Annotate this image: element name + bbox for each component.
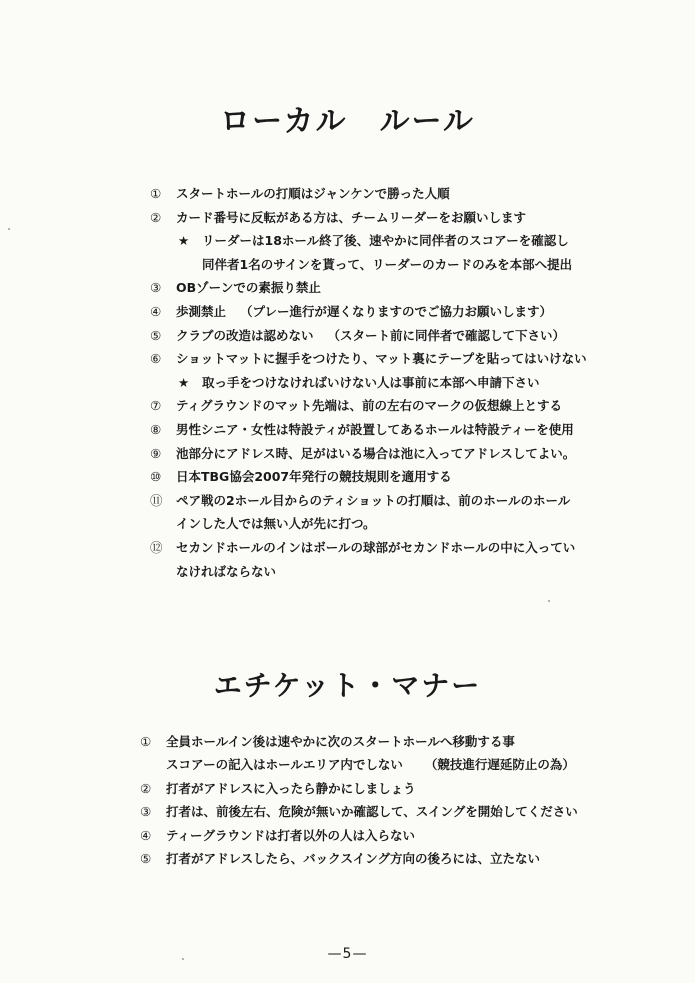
item-number: ⑫ (150, 539, 163, 555)
item-text: OBゾーンでの素振り禁止 (176, 280, 321, 296)
local-rules-title: ローカル ルール (220, 104, 475, 139)
item-text: スタートホールの打順はジャンケンで勝った人順 (176, 186, 450, 201)
local-rules-list (150, 182, 670, 583)
star-icon: ★ (178, 233, 190, 249)
item-number: ⑥ (150, 351, 162, 367)
item-number: ③ (140, 804, 152, 820)
item-number: ⑪ (150, 492, 163, 508)
star-icon: ★ (178, 374, 190, 390)
item-note: （プレー進行が遅くなりますのでご協力お願いします） (240, 303, 553, 319)
item-number: ③ (150, 280, 162, 296)
item-number: ⑧ (150, 421, 162, 437)
item-number: ④ (140, 827, 152, 843)
list-item (150, 300, 670, 324)
list-item (150, 276, 670, 300)
item-text: ペア戦の2ホール目からのティショットの打順は、前のホールのホール (176, 492, 571, 508)
sub-item-text: 同伴者1名のサインを貰って、リーダーのカードのみを本部へ提出 (202, 256, 573, 272)
list-item (150, 394, 670, 418)
item-text: 打者がアドレスしたら、バックスイング方向の後ろには、立たない (166, 851, 541, 867)
item-text: ティグラウンドのマット先端は、前の左右のマークの仮想線上とする (176, 398, 563, 414)
list-item (140, 730, 670, 777)
item-text: 日本TBG協会2007年発行の競技規則を適用する (176, 469, 452, 485)
item-text: 打者は、前後左右、危険が無いか確認して、スイングを開始してください (166, 804, 578, 820)
item-text: 歩測禁止 （プレー進行が遅くなりますのでご協力お願いします） (176, 303, 553, 319)
item-number: ① (140, 734, 152, 749)
item-text: ティーグラウンドは打者以外の人は入らない (166, 827, 416, 843)
item-number: ⑤ (140, 851, 152, 867)
scan-speck (548, 600, 550, 602)
item-text: セカンドホールのインはボールの球部がセカンドホールの中に入ってい (176, 539, 576, 555)
list-item (150, 418, 670, 442)
item-text: カード番号に反転がある方は、チームリーダーをお願いします (176, 209, 527, 225)
sub-item-text: ★ リーダーは18ホール終了後、速やかに同伴者のスコアーを確認し (178, 229, 670, 253)
list-item (150, 465, 670, 489)
item-number: ④ (150, 303, 162, 319)
item-text: なければならない (176, 563, 277, 579)
item-note: （スタート前に同伴者で確認して下さい） (327, 327, 566, 343)
etiquette-title: エチケット・マナー (213, 669, 482, 702)
item-note: （競技進行遅延防止の為） (424, 757, 575, 773)
item-text: ショットマットに握手をつけたり、マット裏にテープを貼ってはいけない (176, 351, 587, 367)
item-number: ② (150, 209, 162, 225)
scan-speck (8, 228, 10, 230)
list-item (150, 347, 670, 394)
item-number: ⑨ (150, 445, 162, 461)
item-text: インした人では無い人が先に打つ。 (176, 516, 376, 532)
scan-speck (182, 958, 184, 960)
list-item (150, 442, 670, 466)
etiquette-list (140, 730, 670, 870)
item-number: ⑤ (150, 327, 162, 343)
item-text: スコアーの記入はホールエリア内でしない （競技進行遅延防止の為） (166, 757, 575, 773)
list-item (150, 489, 670, 536)
list-item (150, 182, 670, 206)
list-item (150, 536, 670, 583)
item-text: 男性シニア・女性は特設ティが設置してあるホールは特設ティーを使用 (176, 421, 574, 437)
list-item (140, 824, 670, 847)
list-item (150, 324, 670, 348)
item-number: ② (140, 780, 152, 796)
list-item (140, 800, 670, 823)
list-item (150, 206, 670, 277)
item-text: クラブの改造は認めない （スタート前に同伴者で確認して下さい） (176, 327, 566, 343)
item-number: ⑩ (150, 469, 162, 485)
sub-item-text: ★ 取っ手をつけなければいけない人は事前に本部へ申請下さい (178, 371, 670, 395)
item-text: 全員ホールイン後は速やかに次のスタートホールへ移動する事 (166, 734, 515, 749)
page-number: —5— (327, 946, 368, 962)
list-item (140, 847, 670, 870)
item-text: 打者がアドレスに入ったら静かにしましょう (166, 780, 416, 796)
list-item (140, 777, 670, 800)
item-number: ⑦ (150, 398, 162, 414)
item-number: ① (150, 186, 162, 201)
item-text: 池部分にアドレス時、足がはいる場合は池に入ってアドレスしてよい。 (176, 445, 576, 461)
